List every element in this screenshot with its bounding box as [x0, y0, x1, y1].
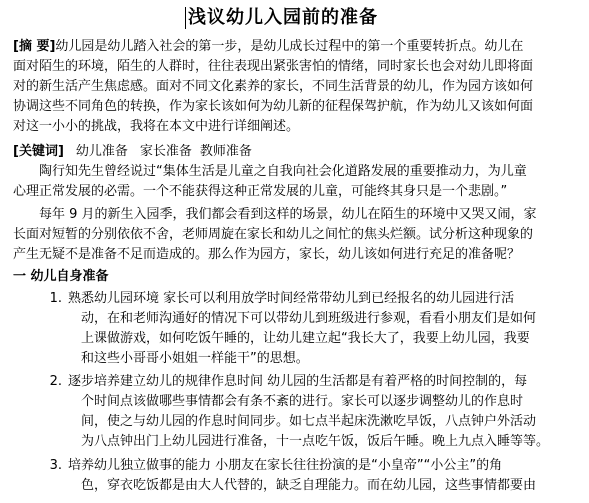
abstract-line: 协调这些不同角色的转换，作为家长该如何为幼儿新的征程保驾护航，作为幼儿又该如何面: [13, 99, 534, 114]
keywords-label: [关键词]: [13, 144, 64, 159]
list-item-line: 上课做游戏，如何吃饭午睡的，让幼儿建立起“我长大了，我要上幼儿园，我要: [81, 331, 530, 346]
list-item-line: 间，使之与幼儿园的作息时间同步。如七点半起床洗漱吃早饭，八点钟户外活动: [81, 414, 537, 429]
abstract-line: 对这一小小的挑战，我将在本文中进行详细阐述。: [13, 119, 300, 134]
paragraph-line: 陶行知先生曾经说过“集体生活是儿童之自我向社会化道路发展的重要推动力，为儿童: [39, 164, 527, 179]
keywords-paragraph: [13, 142, 573, 162]
intro-paragraph-1: [13, 162, 573, 202]
keyword-item: 教师准备: [199, 144, 252, 159]
abstract-line: [13, 37, 573, 57]
abstract-line: 面对陌生的环境，陌生的人群时，往往表现出紧张害怕的情绪，同时家长也会对幼儿即将面: [13, 59, 534, 74]
list-item: [13, 372, 583, 452]
paragraph-line: 每年 9 月的新生入园季，我们都会看到这样的场景，幼儿在陌生的环境中又哭又闹，家: [39, 207, 537, 222]
list-item-text: 培养幼儿独立做事的能力 小朋友在家长往往扮演的是“小皇帝”“小公主”的角: [68, 458, 503, 473]
list-item: [13, 289, 583, 369]
list-item-line: [13, 372, 583, 392]
list-item-text: 逐步培养建立幼儿的规律作息时间 幼儿园的生活都是有着严格的时间控制的，每: [68, 374, 528, 389]
intro-paragraph-2: [13, 205, 573, 265]
keyword-item: 幼儿准备: [75, 144, 128, 159]
list-item-text: 熟悉幼儿园环境 家长可以利用放学时间经常带幼儿到已经报名的幼儿园进行活: [68, 291, 515, 306]
abstract-line: 对的新生活产生焦虑感。面对不同文化素养的家长，不同生活背景的幼儿，作为园方该如何: [13, 79, 534, 94]
list-item-line: [13, 289, 583, 309]
list-item: [13, 456, 583, 496]
text-cursor: [185, 7, 186, 29]
list-item-number: 1.: [49, 291, 62, 306]
list-item-line: 动，在和老师沟通好的情况下可以带幼儿到班级进行参观，看看小朋友们是如何: [81, 311, 537, 326]
keywords-line: [13, 142, 573, 162]
list-item-line: 色，穿衣吃饭都是由大人代替的，缺乏自理能力。而在幼儿园，这些事情都要由: [81, 478, 537, 493]
list-item-line: 个时间点该做哪些事情都会有条不紊的进行。家长可以逐步调整幼儿的作息时: [81, 394, 524, 409]
abstract-text: 幼儿园是幼儿踏入社会的第一步，是幼儿成长过程中的第一个重要转折点。幼儿在: [55, 39, 524, 54]
list-item-number: 2.: [49, 374, 62, 389]
abstract-paragraph: [13, 37, 573, 137]
list-item-line: [13, 456, 583, 476]
paragraph-line: 长面对短暂的分别依依不舍，老师周旋在家长和幼儿之间忙的焦头烂额。试分析这种现象的: [13, 227, 534, 242]
paragraph-line: 心理正常发展的必需。一个不能获得这种正常发展的儿童，可能终其身只是一个悲剧。”: [13, 184, 508, 199]
keyword-item: 家长准备: [139, 144, 192, 159]
list-item-line: 为八点钟出门上幼儿园进行准备，十一点吃午饭，饭后午睡。晚上九点入睡等等。: [81, 434, 550, 449]
section-heading: 一 幼儿自身准备: [13, 269, 109, 284]
list-item-line: 和这些小哥哥小姐姐一样能干”的思想。: [81, 351, 309, 366]
abstract-label: [摘 要]: [13, 39, 56, 54]
list-item-number: 3.: [49, 458, 62, 473]
document-title: 浅议幼儿入园前的准备: [188, 7, 378, 28]
paragraph-line: 产生无疑不是准备不足而造成的。那么作为园方，家长，幼儿该如何进行充足的准备呢？: [13, 247, 521, 262]
